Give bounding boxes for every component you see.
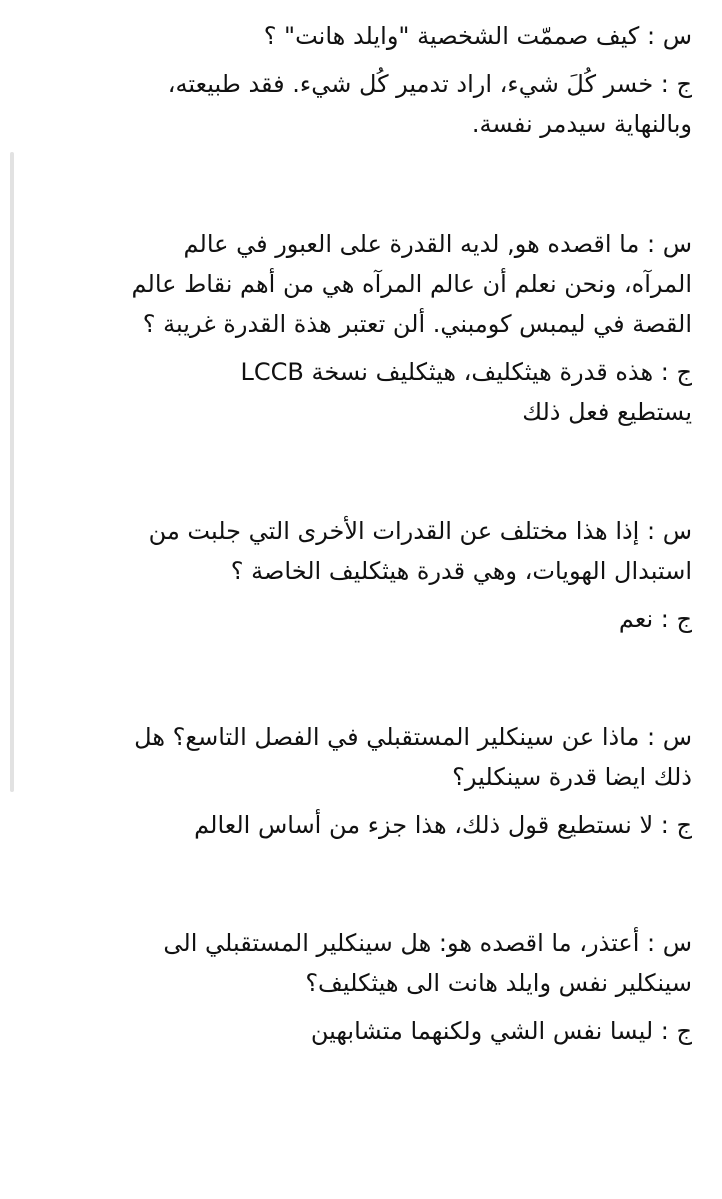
- question-line: المرآه، ونحن نعلم أن عالم المرآه هي من أهم نقاط عالم: [131, 270, 692, 298]
- question-line: س : ماذا عن سينكلير المستقبلي في الفصل التاسع؟ هل: [134, 723, 692, 751]
- question-line: س : ما اقصده هو, لديه القدرة على العبور في عالم: [183, 230, 692, 258]
- qa-block-3: [40, 511, 692, 639]
- answer-line: ج : ليسا نفس الشي ولكنهما متشابهين: [310, 1017, 692, 1045]
- qa-block-2: [40, 224, 692, 432]
- question-line: س : إذا هذا مختلف عن القدرات الأخرى التي جلبت من: [148, 517, 692, 545]
- answer: [40, 805, 692, 845]
- answer: [40, 64, 692, 144]
- answer-line: وبالنهاية سيدمر نفسة.: [471, 110, 692, 138]
- answer: [40, 352, 692, 432]
- qa-block-1: [40, 0, 692, 144]
- qa-block-4: [40, 717, 692, 845]
- answer-line: ج : خسر كُلَ شيء، اراد تدمير كُل شيء. فقد طبيعته،: [167, 70, 692, 98]
- question-line: ذلك ايضا قدرة سينكلير؟: [452, 763, 692, 791]
- answer: [40, 599, 692, 639]
- interview-text: [40, 0, 692, 1051]
- answer-line: ج : لا نستطيع قول ذلك، هذا جزء من أساس العالم: [194, 811, 692, 839]
- answer-line: ج : هذه قدرة هيثكليف، هيثكليف نسخة LCCB: [240, 358, 692, 386]
- answer-line: ج : نعم: [618, 605, 692, 633]
- question-line: س : كيف صممّت الشخصية "وايلد هانت" ؟: [263, 22, 692, 50]
- scrollbar[interactable]: [10, 152, 14, 792]
- question-line: القصة في ليمبس كومبني. ألن تعتبر هذة القدرة غريبة ؟: [142, 310, 692, 338]
- answer: [40, 1011, 692, 1051]
- question-line: سينكلير نفس وايلد هانت الى هيثكليف؟: [305, 969, 692, 997]
- question-line: س : أعتذر، ما اقصده هو: هل سينكلير المستقبلي الى: [163, 929, 692, 957]
- answer-line: يستطيع فعل ذلك: [522, 398, 692, 426]
- question-line: استبدال الهويات، وهي قدرة هيثكليف الخاصة ؟: [230, 557, 692, 585]
- qa-block-5: [40, 923, 692, 1051]
